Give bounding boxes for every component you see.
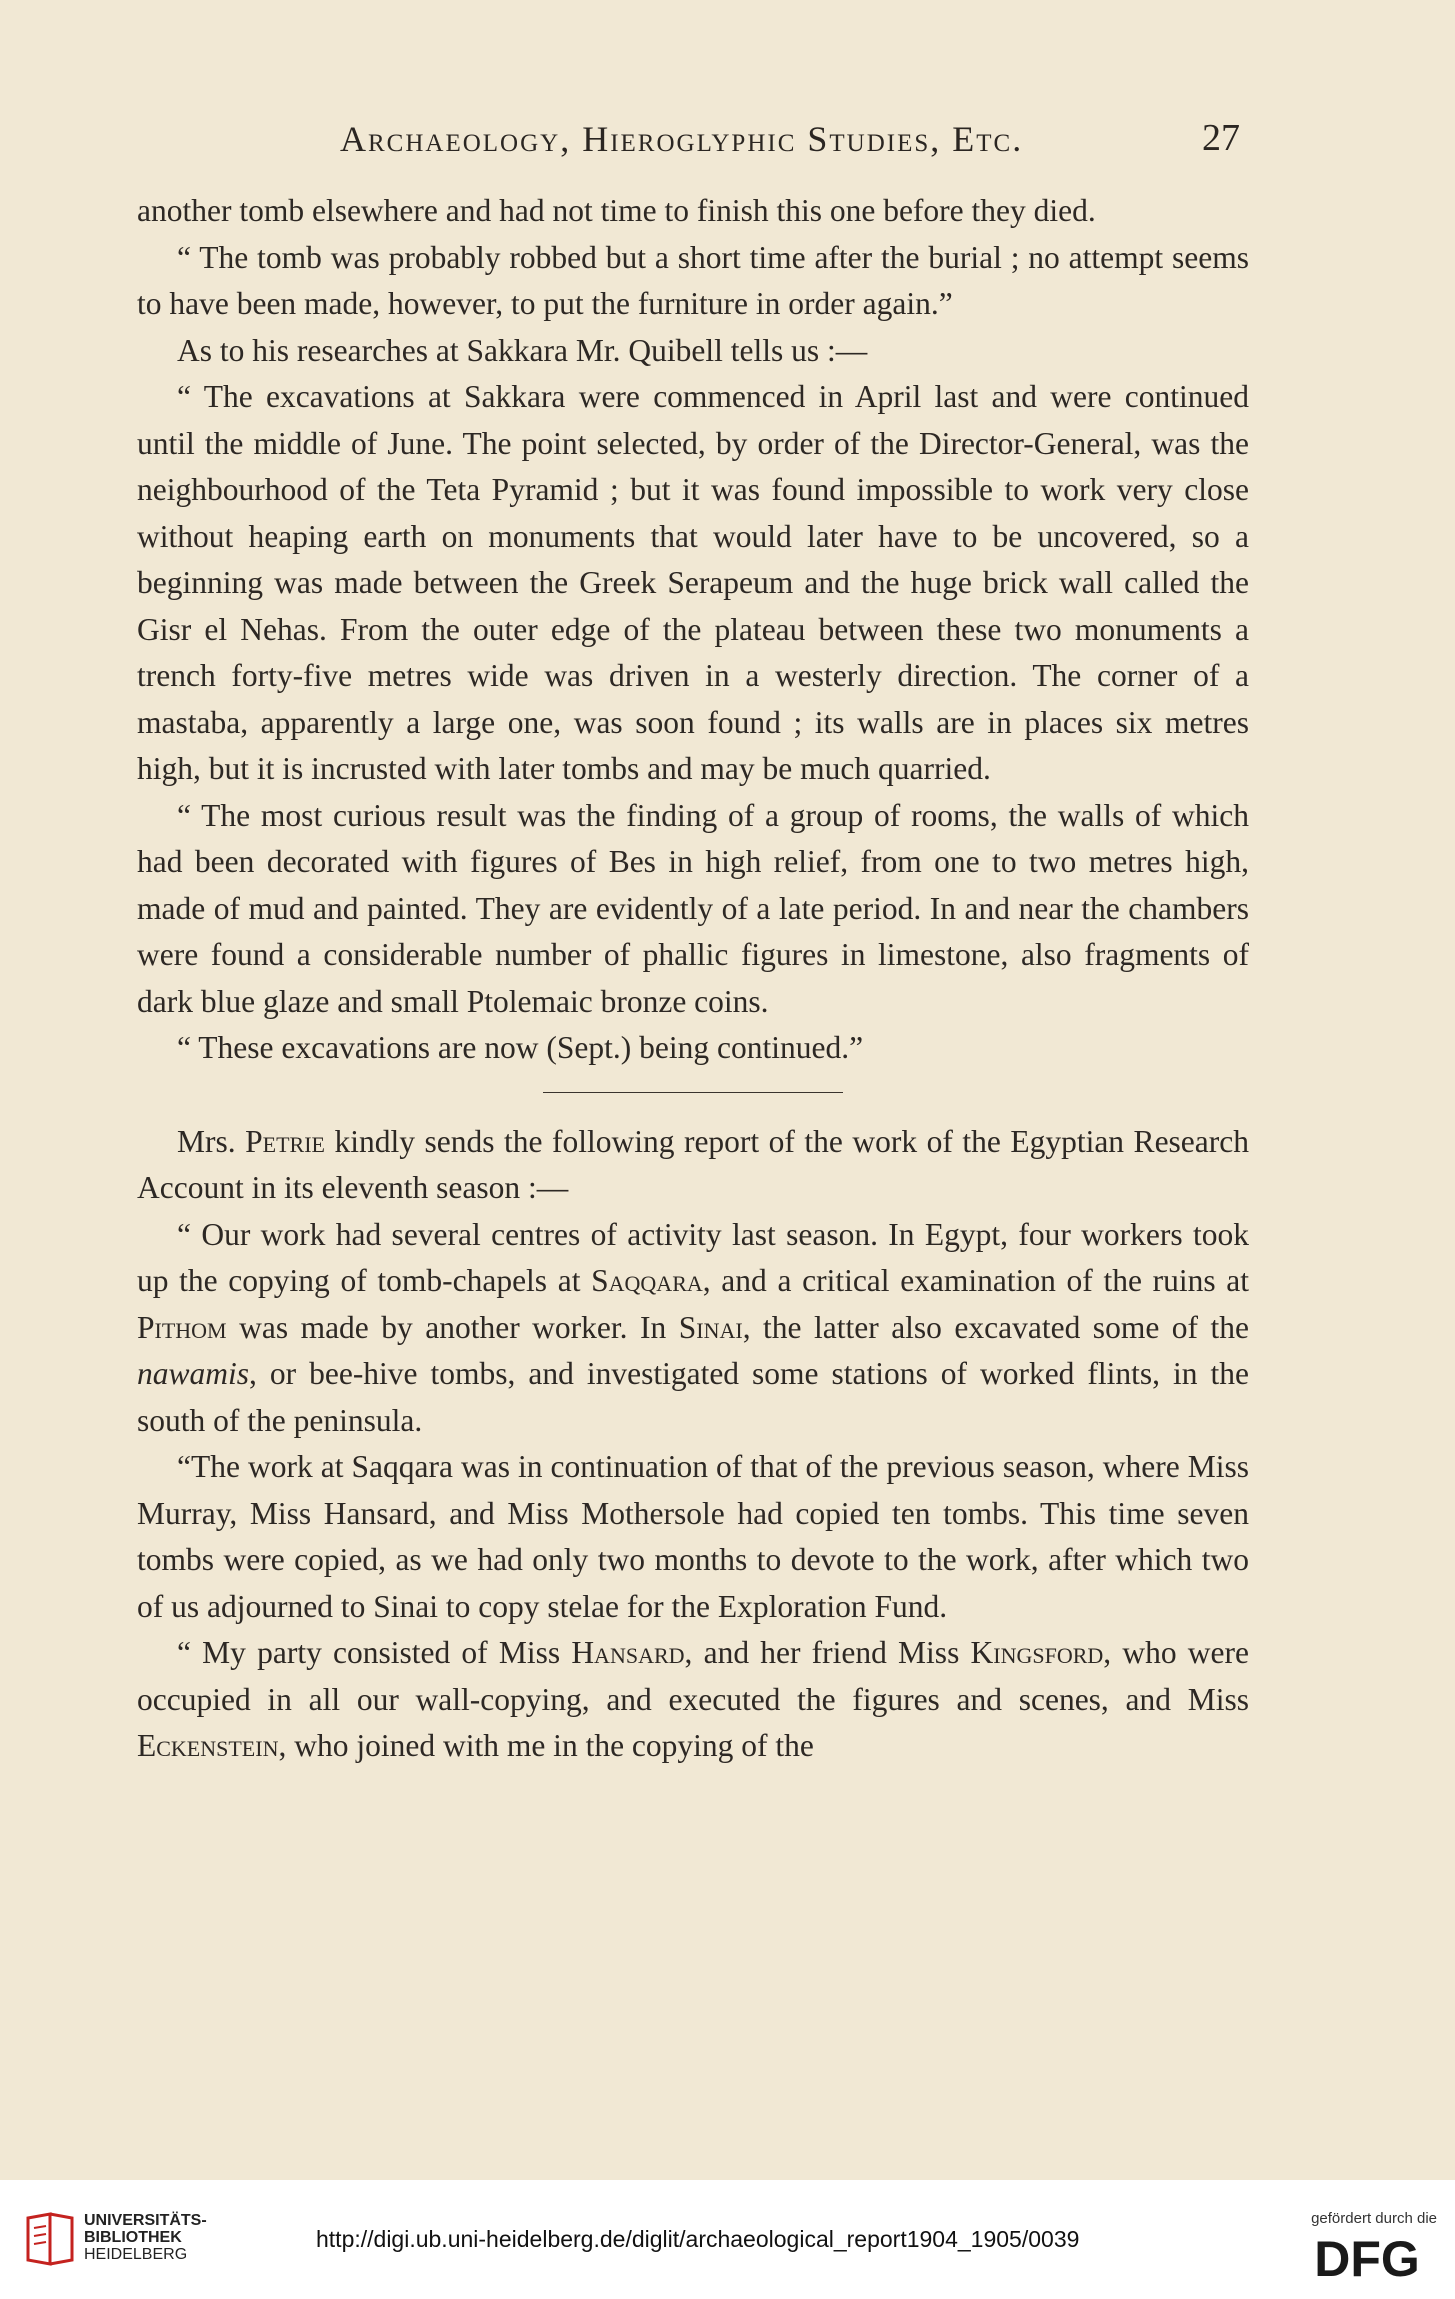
paragraph: “The work at Saqqara was in continuation of that of the previous season, where Miss Murray, Miss Hansard, and Miss Mothersole had copied ten tombs. This time seven tombs were copied, as we had only two months to devote to the work, after which two of us adjourned to Sinai to copy stelae for the Exploration Fund. [137,1449,1249,1624]
digitization-footer [0,2180,1455,2299]
paragraph: “ The most curious result was the finding of a group of rooms, the walls of which had been decorated with figures of Bes in high relief, from one to two metres high, made of mud and painted. They are evidently of a late period. In and near the chambers were found a considerable number of phallic figures in limestone, also fragments of dark blue glaze and small Ptolemaic bronze coins. [137,797,1249,1019]
paragraph: Mrs. Petrie kindly sends the following report of the work of the Egyptian Research Account in its eleventh season :— [137,1123,1249,1205]
person-name: Eckenstein [137,1728,279,1763]
person-name: Kingsford [970,1635,1104,1670]
person-name: Hansard [571,1635,685,1670]
section-divider [543,1092,843,1093]
paragraph: As to his researches at Sakkara Mr. Quibell tells us :— [177,332,868,368]
paragraph: “ The excavations at Sakkara were commenced in April last and were continued until the middle of June. The point selected, by order of the Director-General, was the neighbourhood of the Teta Pyramid ; but it was found impossible to work very close without heaping earth on monuments that would later have to be uncovered, so a beginning was made between the Greek Serapeum and the huge brick wall called the Gisr el Nehas. From the outer edge of the plateau between these two monuments a trench forty-five metres wide was driven in a westerly direction. The corner of a mastaba, apparently a large one, was soon found ; its walls are in places six metres high, but it is incrusted with later tombs and may be much quarried. [137,379,1249,786]
paragraph: “ Our work had several centres of activity last season. In Egypt, four workers took up the copying of tomb-chapels at Saqqara, and a critical examination of the ruins at Pithom was made by another worker. In Sinai, the latter also excavated some of the nawamis, or bee-hive tombs, and investigated some stations of worked flints, in the south of the peninsula. [137,1216,1250,1438]
place-name: Pithom [137,1309,227,1345]
place-name: Sinai [678,1309,743,1345]
paragraph: another tomb elsewhere and had not time to finish this one before they died. [137,193,1096,228]
place-name: Saqqara [591,1263,703,1298]
person-name: Petrie [245,1123,325,1159]
library-logo-icon [22,2210,78,2268]
paragraph: “ My party consisted of Miss Hansard, and her friend Miss Kingsford, who were occupied in all our wall-copying, and executed the figures and scenes, and Miss Eckenstein, who joined with me in the copying of the [137,1635,1249,1763]
library-name: UNIVERSITÄTS- BIBLIOTHEK HEIDELBERG [84,2212,207,2263]
body-text [137,188,1249,1770]
running-title: Archaeology, Hieroglyphic Studies, Etc. [340,119,1024,159]
paragraph: “ The tomb was probably robbed but a short time after the burial ; no attempt seems to have been made, however, to put the furniture in order again.” [137,239,1249,321]
funding-caption: gefördert durch die [1311,2210,1437,2227]
paragraph: “ These excavations are now (Sept.) being continued.” [177,1030,864,1065]
dfg-logo [1297,2230,1437,2282]
permalink-url[interactable]: http://digi.ub.uni-heidelberg.de/diglit/archaeological_report1904_1905/0039 [316,2226,1080,2252]
page-header [140,118,1240,168]
dfg-logo-text: DFG [1314,2231,1420,2282]
italic-term: nawamis [137,1356,250,1391]
page-number: 27 [1202,117,1240,159]
